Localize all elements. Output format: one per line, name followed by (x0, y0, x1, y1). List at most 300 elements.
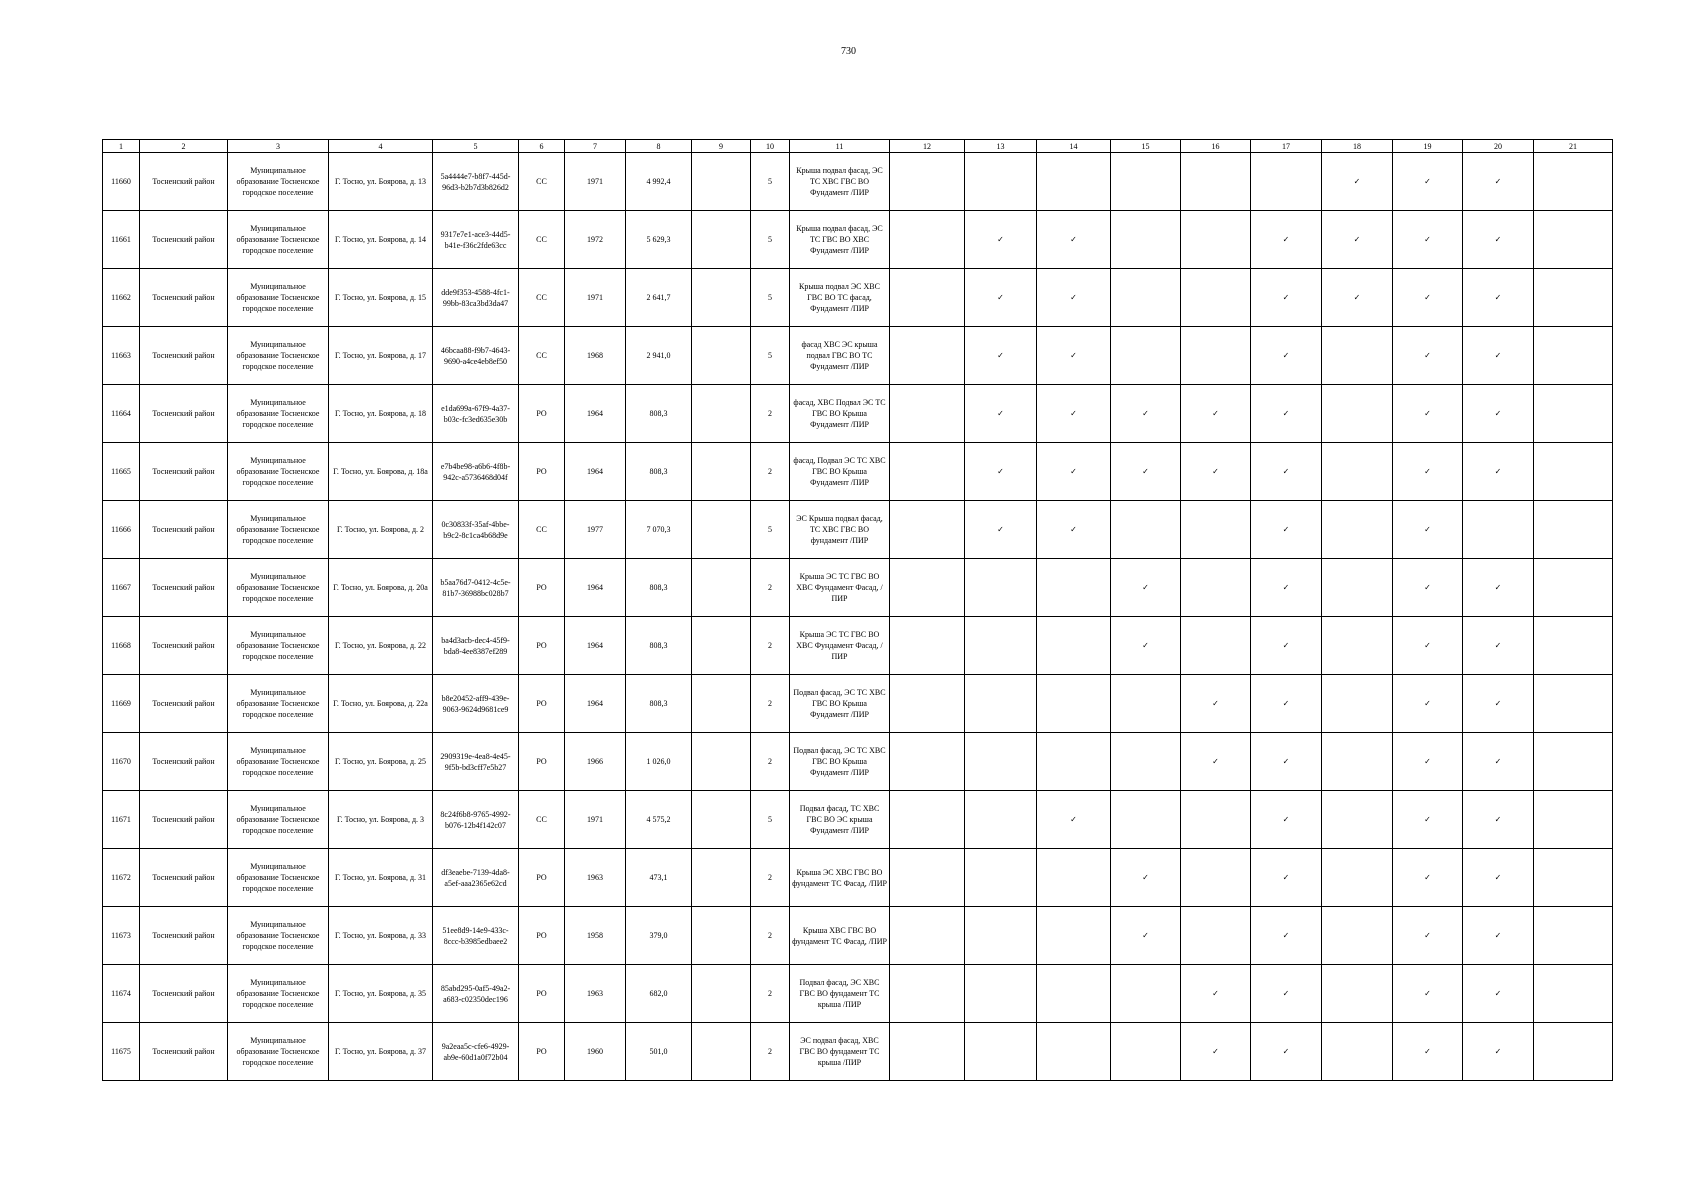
column-number: 10 (751, 140, 790, 153)
cell-guid: 5a4444e7-b8f7-445d-96d3-b2b7d3b826d2 (433, 153, 519, 211)
cell-col9 (692, 965, 751, 1023)
cell-year: 1963 (565, 849, 626, 907)
cell-year: 1964 (565, 385, 626, 443)
empty-cell (1037, 153, 1111, 211)
empty-cell (965, 907, 1037, 965)
cell-col9 (692, 907, 751, 965)
cell-id: 11662 (103, 269, 140, 327)
column-number: 3 (228, 140, 329, 153)
check-mark-icon: ✓ (965, 501, 1037, 559)
cell-district: Тосненский район (140, 675, 228, 733)
check-mark-icon: ✓ (1251, 907, 1322, 965)
column-number-row (103, 140, 1613, 153)
empty-cell (1534, 965, 1613, 1023)
empty-cell (1181, 791, 1251, 849)
empty-cell (1181, 907, 1251, 965)
cell-year: 1964 (565, 559, 626, 617)
cell-floors: 2 (751, 443, 790, 501)
cell-area: 2 641,7 (626, 269, 692, 327)
cell-address: Г. Тосно, ул. Боярова, д. 15 (329, 269, 433, 327)
cell-municipality: Муниципальное образование Тосненское городское поселение (228, 907, 329, 965)
cell-address: Г. Тосно, ул. Боярова, д. 37 (329, 1023, 433, 1081)
cell-district: Тосненский район (140, 965, 228, 1023)
cell-district: Тосненский район (140, 327, 228, 385)
empty-cell (1181, 617, 1251, 675)
empty-cell (965, 791, 1037, 849)
check-mark-icon: ✓ (1181, 1023, 1251, 1081)
empty-cell (1322, 849, 1393, 907)
check-mark-icon: ✓ (1393, 733, 1463, 791)
check-mark-icon: ✓ (1181, 965, 1251, 1023)
cell-address: Г. Тосно, ул. Боярова, д. 22а (329, 675, 433, 733)
cell-wall: РО (519, 733, 565, 791)
cell-wall: СС (519, 153, 565, 211)
cell-col12 (890, 385, 965, 443)
cell-col9 (692, 733, 751, 791)
cell-wall: РО (519, 849, 565, 907)
check-mark-icon: ✓ (1393, 501, 1463, 559)
cell-year: 1964 (565, 675, 626, 733)
check-mark-icon: ✓ (1463, 675, 1534, 733)
empty-cell (1037, 559, 1111, 617)
cell-area: 7 070,3 (626, 501, 692, 559)
cell-id: 11666 (103, 501, 140, 559)
empty-cell (1111, 733, 1181, 791)
cell-floors: 5 (751, 327, 790, 385)
table-row (103, 907, 1613, 965)
cell-address: Г. Тосно, ул. Боярова, д. 25 (329, 733, 433, 791)
cell-guid: 46bcaa88-f9b7-4643-9690-a4ce4eb8ef50 (433, 327, 519, 385)
cell-municipality: Муниципальное образование Тосненское городское поселение (228, 327, 329, 385)
cell-col9 (692, 675, 751, 733)
column-number: 6 (519, 140, 565, 153)
cell-wall: РО (519, 559, 565, 617)
empty-cell (1181, 269, 1251, 327)
cell-district: Тосненский район (140, 443, 228, 501)
cell-year: 1971 (565, 269, 626, 327)
cell-address: Г. Тосно, ул. Боярова, д. 22 (329, 617, 433, 675)
check-mark-icon: ✓ (1393, 153, 1463, 211)
cell-address: Г. Тосно, ул. Боярова, д. 20а (329, 559, 433, 617)
empty-cell (1322, 559, 1393, 617)
empty-cell (1181, 327, 1251, 385)
column-number: 1 (103, 140, 140, 153)
cell-district: Тосненский район (140, 1023, 228, 1081)
cell-municipality: Муниципальное образование Тосненское городское поселение (228, 559, 329, 617)
check-mark-icon: ✓ (1111, 907, 1181, 965)
column-number: 7 (565, 140, 626, 153)
cell-municipality: Муниципальное образование Тосненское городское поселение (228, 153, 329, 211)
check-mark-icon: ✓ (1181, 443, 1251, 501)
empty-cell (1534, 443, 1613, 501)
empty-cell (1534, 501, 1613, 559)
check-mark-icon: ✓ (1463, 849, 1534, 907)
cell-year: 1964 (565, 617, 626, 675)
cell-id: 11668 (103, 617, 140, 675)
cell-floors: 2 (751, 675, 790, 733)
empty-cell (1181, 153, 1251, 211)
cell-district: Тосненский район (140, 269, 228, 327)
cell-id: 11673 (103, 907, 140, 965)
cell-year: 1964 (565, 443, 626, 501)
cell-works: Крыша ЭС ТС ГВС ВО ХВС Фундамент Фасад, /ПИР (790, 617, 890, 675)
cell-district: Тосненский район (140, 211, 228, 269)
table-row (103, 559, 1613, 617)
cell-district: Тосненский район (140, 733, 228, 791)
cell-floors: 5 (751, 211, 790, 269)
cell-col9 (692, 211, 751, 269)
check-mark-icon: ✓ (1251, 385, 1322, 443)
cell-year: 1958 (565, 907, 626, 965)
cell-area: 1 026,0 (626, 733, 692, 791)
cell-col12 (890, 327, 965, 385)
cell-col12 (890, 849, 965, 907)
empty-cell (1534, 907, 1613, 965)
cell-area: 5 629,3 (626, 211, 692, 269)
check-mark-icon: ✓ (1251, 269, 1322, 327)
page-number: 730 (841, 46, 856, 57)
cell-municipality: Муниципальное образование Тосненское городское поселение (228, 501, 329, 559)
cell-floors: 2 (751, 385, 790, 443)
cell-col9 (692, 385, 751, 443)
cell-works: Подвал фасад, ТС ХВС ГВС ВО ЭС крыша Фундамент /ПИР (790, 791, 890, 849)
cell-col9 (692, 443, 751, 501)
column-number: 2 (140, 140, 228, 153)
check-mark-icon: ✓ (1393, 327, 1463, 385)
cell-municipality: Муниципальное образование Тосненское городское поселение (228, 675, 329, 733)
check-mark-icon: ✓ (1251, 617, 1322, 675)
check-mark-icon: ✓ (1463, 559, 1534, 617)
cell-floors: 2 (751, 733, 790, 791)
cell-wall: СС (519, 791, 565, 849)
empty-cell (1534, 327, 1613, 385)
table-row (103, 211, 1613, 269)
table-row (103, 733, 1613, 791)
empty-cell (1037, 907, 1111, 965)
cell-works: Подвал фасад, ЭС ТС ХВС ГВС ВО Крыша Фундамент /ПИР (790, 733, 890, 791)
check-mark-icon: ✓ (1393, 443, 1463, 501)
empty-cell (1111, 1023, 1181, 1081)
check-mark-icon: ✓ (1463, 269, 1534, 327)
cell-wall: СС (519, 211, 565, 269)
empty-cell (1322, 733, 1393, 791)
cell-works: фасад ХВС ЭС крыша подвал ГВС ВО ТС Фундамент /ПИР (790, 327, 890, 385)
check-mark-icon: ✓ (1111, 617, 1181, 675)
check-mark-icon: ✓ (1251, 501, 1322, 559)
cell-works: Подвал фасад, ЭС ТС ХВС ГВС ВО Крыша Фундамент /ПИР (790, 675, 890, 733)
check-mark-icon: ✓ (1251, 965, 1322, 1023)
empty-cell (1534, 153, 1613, 211)
column-number: 5 (433, 140, 519, 153)
cell-area: 379,0 (626, 907, 692, 965)
empty-cell (1534, 385, 1613, 443)
cell-guid: 9a2eaa5c-cfe6-4929-ab9e-60d1a0f72b04 (433, 1023, 519, 1081)
cell-area: 4 992,4 (626, 153, 692, 211)
empty-cell (1534, 617, 1613, 675)
table-row (103, 327, 1613, 385)
check-mark-icon: ✓ (1393, 559, 1463, 617)
empty-cell (965, 733, 1037, 791)
cell-area: 808,3 (626, 559, 692, 617)
check-mark-icon: ✓ (1251, 443, 1322, 501)
table-row (103, 501, 1613, 559)
empty-cell (1322, 443, 1393, 501)
cell-floors: 5 (751, 501, 790, 559)
cell-col12 (890, 1023, 965, 1081)
cell-wall: РО (519, 443, 565, 501)
cell-year: 1977 (565, 501, 626, 559)
cell-guid: 9317e7e1-ace3-44d5-b41e-f36c2fde63cc (433, 211, 519, 269)
table-row (103, 443, 1613, 501)
cell-guid: e1da699a-67f9-4a37-b03c-fc3ed635e30b (433, 385, 519, 443)
check-mark-icon: ✓ (1322, 269, 1393, 327)
cell-district: Тосненский район (140, 153, 228, 211)
check-mark-icon: ✓ (1463, 1023, 1534, 1081)
cell-guid: 0c30833f-35af-4bbe-b9c2-8c1ca4b68d9e (433, 501, 519, 559)
empty-cell (1322, 385, 1393, 443)
column-number: 4 (329, 140, 433, 153)
cell-guid: dde9f353-4588-4fc1-99bb-83ca3bd3da47 (433, 269, 519, 327)
cell-area: 501,0 (626, 1023, 692, 1081)
check-mark-icon: ✓ (1393, 211, 1463, 269)
check-mark-icon: ✓ (1037, 791, 1111, 849)
cell-floors: 2 (751, 617, 790, 675)
cell-col12 (890, 733, 965, 791)
cell-works: Крыша ЭС ХВС ГВС ВО фундамент ТС Фасад, /ПИР (790, 849, 890, 907)
table-row (103, 153, 1613, 211)
cell-year: 1963 (565, 965, 626, 1023)
cell-wall: РО (519, 385, 565, 443)
check-mark-icon: ✓ (1393, 617, 1463, 675)
check-mark-icon: ✓ (1463, 907, 1534, 965)
cell-wall: СС (519, 327, 565, 385)
cell-floors: 2 (751, 559, 790, 617)
cell-wall: СС (519, 501, 565, 559)
empty-cell (1111, 675, 1181, 733)
cell-area: 2 941,0 (626, 327, 692, 385)
cell-municipality: Муниципальное образование Тосненское городское поселение (228, 269, 329, 327)
empty-cell (1322, 501, 1393, 559)
cell-works: Крыша подвал ЭС ХВС ГВС ВО ТС фасад, Фундамент /ПИР (790, 269, 890, 327)
empty-cell (965, 153, 1037, 211)
table-row (103, 965, 1613, 1023)
check-mark-icon: ✓ (1463, 211, 1534, 269)
check-mark-icon: ✓ (1037, 385, 1111, 443)
cell-id: 11674 (103, 965, 140, 1023)
check-mark-icon: ✓ (1251, 327, 1322, 385)
cell-col9 (692, 269, 751, 327)
cell-municipality: Муниципальное образование Тосненское городское поселение (228, 211, 329, 269)
check-mark-icon: ✓ (1037, 211, 1111, 269)
cell-municipality: Муниципальное образование Тосненское городское поселение (228, 791, 329, 849)
empty-cell (1037, 965, 1111, 1023)
cell-col12 (890, 617, 965, 675)
column-number: 16 (1181, 140, 1251, 153)
cell-id: 11661 (103, 211, 140, 269)
column-number: 19 (1393, 140, 1463, 153)
housing-registry-table (102, 139, 1613, 1081)
check-mark-icon: ✓ (1393, 675, 1463, 733)
table-row (103, 791, 1613, 849)
cell-address: Г. Тосно, ул. Боярова, д. 13 (329, 153, 433, 211)
cell-area: 808,3 (626, 443, 692, 501)
check-mark-icon: ✓ (1393, 849, 1463, 907)
column-number: 18 (1322, 140, 1393, 153)
check-mark-icon: ✓ (1037, 443, 1111, 501)
cell-works: фасад, ХВС Подвал ЭС ТС ГВС ВО Крыша Фундамент /ПИР (790, 385, 890, 443)
cell-district: Тосненский район (140, 559, 228, 617)
cell-floors: 2 (751, 849, 790, 907)
cell-col9 (692, 1023, 751, 1081)
table-row (103, 269, 1613, 327)
check-mark-icon: ✓ (1251, 849, 1322, 907)
column-number: 20 (1463, 140, 1534, 153)
cell-col12 (890, 965, 965, 1023)
cell-area: 682,0 (626, 965, 692, 1023)
check-mark-icon: ✓ (1322, 153, 1393, 211)
empty-cell (1111, 791, 1181, 849)
cell-wall: РО (519, 1023, 565, 1081)
cell-address: Г. Тосно, ул. Боярова, д. 18а (329, 443, 433, 501)
cell-col12 (890, 791, 965, 849)
cell-col9 (692, 153, 751, 211)
empty-cell (965, 617, 1037, 675)
cell-address: Г. Тосно, ул. Боярова, д. 2 (329, 501, 433, 559)
check-mark-icon: ✓ (1393, 791, 1463, 849)
check-mark-icon: ✓ (1393, 965, 1463, 1023)
empty-cell (1181, 211, 1251, 269)
column-number: 14 (1037, 140, 1111, 153)
cell-works: Крыша ХВС ГВС ВО фундамент ТС Фасад, /ПИР (790, 907, 890, 965)
cell-year: 1960 (565, 1023, 626, 1081)
cell-works: ЭС Крыша подвал фасад, ТС ХВС ГВС ВО фундамент /ПИР (790, 501, 890, 559)
cell-district: Тосненский район (140, 907, 228, 965)
empty-cell (965, 849, 1037, 907)
empty-cell (1111, 965, 1181, 1023)
empty-cell (1111, 153, 1181, 211)
cell-col12 (890, 559, 965, 617)
cell-col12 (890, 501, 965, 559)
check-mark-icon: ✓ (965, 385, 1037, 443)
empty-cell (1534, 211, 1613, 269)
check-mark-icon: ✓ (1463, 443, 1534, 501)
cell-floors: 2 (751, 965, 790, 1023)
table-body (103, 153, 1613, 1081)
table-row (103, 617, 1613, 675)
cell-wall: РО (519, 617, 565, 675)
empty-cell (1111, 501, 1181, 559)
check-mark-icon: ✓ (1111, 443, 1181, 501)
cell-area: 808,3 (626, 385, 692, 443)
cell-municipality: Муниципальное образование Тосненское городское поселение (228, 965, 329, 1023)
cell-address: Г. Тосно, ул. Боярова, д. 35 (329, 965, 433, 1023)
empty-cell (1534, 733, 1613, 791)
check-mark-icon: ✓ (1037, 501, 1111, 559)
cell-address: Г. Тосно, ул. Боярова, д. 33 (329, 907, 433, 965)
cell-guid: b5aa76d7-0412-4c5e-81b7-36988bc028b7 (433, 559, 519, 617)
cell-address: Г. Тосно, ул. Боярова, д. 14 (329, 211, 433, 269)
cell-area: 473,1 (626, 849, 692, 907)
cell-col12 (890, 675, 965, 733)
empty-cell (1534, 849, 1613, 907)
check-mark-icon: ✓ (1251, 559, 1322, 617)
cell-floors: 5 (751, 791, 790, 849)
empty-cell (965, 965, 1037, 1023)
empty-cell (965, 675, 1037, 733)
cell-district: Тосненский район (140, 849, 228, 907)
cell-guid: 8c24f6b8-9765-4992-b076-12b4f142c07 (433, 791, 519, 849)
cell-works: Крыша подвал фасад, ЭС ТС ГВС ВО ХВС Фундамент /ПИР (790, 211, 890, 269)
cell-works: фасад, Подвал ЭС ТС ХВС ГВС ВО Крыша Фундамент /ПИР (790, 443, 890, 501)
check-mark-icon: ✓ (1393, 269, 1463, 327)
column-number: 15 (1111, 140, 1181, 153)
cell-col9 (692, 559, 751, 617)
empty-cell (965, 1023, 1037, 1081)
check-mark-icon: ✓ (1463, 733, 1534, 791)
empty-cell (1534, 675, 1613, 733)
check-mark-icon: ✓ (1181, 385, 1251, 443)
check-mark-icon: ✓ (965, 211, 1037, 269)
check-mark-icon: ✓ (1393, 1023, 1463, 1081)
cell-wall: РО (519, 675, 565, 733)
cell-wall: РО (519, 907, 565, 965)
cell-guid: 2909319e-4ea8-4e45-9f5b-bd3cff7e5b27 (433, 733, 519, 791)
empty-cell (1037, 675, 1111, 733)
empty-cell (1037, 733, 1111, 791)
check-mark-icon: ✓ (1111, 385, 1181, 443)
cell-year: 1966 (565, 733, 626, 791)
check-mark-icon: ✓ (1037, 327, 1111, 385)
empty-cell (1322, 1023, 1393, 1081)
cell-year: 1971 (565, 791, 626, 849)
check-mark-icon: ✓ (1181, 675, 1251, 733)
empty-cell (1037, 849, 1111, 907)
empty-cell (965, 559, 1037, 617)
check-mark-icon: ✓ (1463, 791, 1534, 849)
cell-municipality: Муниципальное образование Тосненское городское поселение (228, 385, 329, 443)
empty-cell (1037, 1023, 1111, 1081)
check-mark-icon: ✓ (1251, 675, 1322, 733)
empty-cell (1322, 617, 1393, 675)
empty-cell (1534, 791, 1613, 849)
cell-guid: 85abd295-0af5-49a2-a683-c02350dec196 (433, 965, 519, 1023)
table-row (103, 385, 1613, 443)
cell-col12 (890, 211, 965, 269)
cell-col9 (692, 501, 751, 559)
column-number: 21 (1534, 140, 1613, 153)
cell-area: 808,3 (626, 675, 692, 733)
empty-cell (1322, 965, 1393, 1023)
cell-area: 808,3 (626, 617, 692, 675)
cell-district: Тосненский район (140, 791, 228, 849)
cell-district: Тосненский район (140, 617, 228, 675)
cell-municipality: Муниципальное образование Тосненское городское поселение (228, 617, 329, 675)
cell-guid: ba4d3acb-dec4-45f9-bda8-4ee8387ef289 (433, 617, 519, 675)
table-row (103, 849, 1613, 907)
cell-id: 11667 (103, 559, 140, 617)
column-number: 9 (692, 140, 751, 153)
check-mark-icon: ✓ (965, 443, 1037, 501)
cell-municipality: Муниципальное образование Тосненское городское поселение (228, 849, 329, 907)
empty-cell (1322, 327, 1393, 385)
cell-address: Г. Тосно, ул. Боярова, д. 3 (329, 791, 433, 849)
table-row (103, 1023, 1613, 1081)
cell-floors: 5 (751, 269, 790, 327)
check-mark-icon: ✓ (1463, 965, 1534, 1023)
cell-guid: b8e20452-aff9-439e-9063-9624d9681ce9 (433, 675, 519, 733)
column-number: 12 (890, 140, 965, 153)
check-mark-icon: ✓ (1463, 617, 1534, 675)
